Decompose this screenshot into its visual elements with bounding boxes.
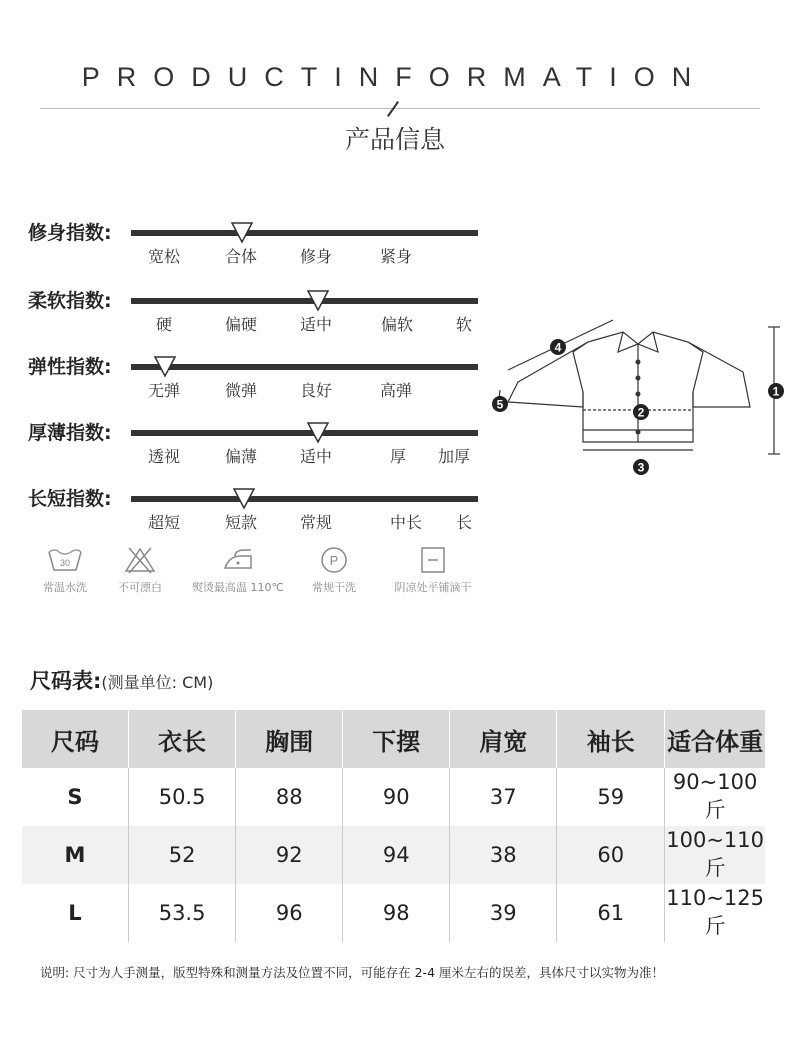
header-slash <box>387 101 399 117</box>
index-bar <box>131 496 478 502</box>
index-bar <box>131 298 478 304</box>
size-chart-title <box>30 665 213 695</box>
index-label: 柔软指数: <box>28 290 112 312</box>
size-table-header: 肩宽 <box>450 710 557 768</box>
size-table-header: 下摆 <box>343 710 450 768</box>
svg-text:P: P <box>329 553 339 568</box>
index-row-thickness <box>28 418 488 478</box>
table-cell: M <box>22 826 128 884</box>
care-iron <box>183 545 293 595</box>
table-cell: 98 <box>343 884 450 942</box>
index-option: 合体 <box>225 247 258 266</box>
index-option: 加厚 <box>438 447 471 466</box>
table-cell: 60 <box>557 826 665 884</box>
size-table <box>22 710 765 942</box>
index-option: 软 <box>456 315 473 334</box>
index-row-elasticity <box>28 352 488 412</box>
table-cell: 52 <box>128 826 235 884</box>
table-cell: 53.5 <box>128 884 235 942</box>
table-cell: 94 <box>343 826 450 884</box>
size-chart-unit: (测量单位: CM) <box>101 673 214 692</box>
table-cell: 59 <box>557 768 665 826</box>
index-option: 中长 <box>390 513 423 532</box>
index-label: 弹性指数: <box>28 356 112 378</box>
care-label: 不可漂白 <box>118 581 162 594</box>
index-row-length <box>28 484 488 544</box>
index-option: 长 <box>456 513 473 532</box>
index-option: 宽松 <box>148 247 181 266</box>
index-bar <box>131 364 478 370</box>
care-label: 阴凉处平铺滴干 <box>394 581 472 594</box>
marker-1-label: 1 <box>772 384 780 399</box>
table-cell: 110~125斤 <box>666 886 764 938</box>
size-table-header: 衣长 <box>128 710 235 768</box>
section-title-en: PRODUCTINFORMATION <box>81 62 709 92</box>
table-cell: 90 <box>343 768 450 826</box>
index-row-fit <box>28 218 488 278</box>
size-table-header: 尺码 <box>22 710 128 768</box>
table-cell: 96 <box>236 884 343 942</box>
index-label: 长短指数: <box>28 488 112 510</box>
care-dry-clean <box>279 545 389 595</box>
index-option: 透视 <box>148 447 181 466</box>
size-chart-heading: 尺码表: <box>30 669 102 693</box>
index-option: 短款 <box>225 513 258 532</box>
size-table-header: 适合体重 <box>665 710 765 768</box>
table-cell: 88 <box>236 768 343 826</box>
index-row-softness <box>28 286 488 346</box>
table-cell: S <box>22 768 128 826</box>
care-label: 常规干洗 <box>312 581 356 594</box>
index-option: 厚 <box>390 447 407 466</box>
index-option: 紧身 <box>380 247 413 266</box>
section-title-cn: 产品信息 <box>344 125 445 154</box>
table-cell: 50.5 <box>128 768 235 826</box>
table-cell: 37 <box>450 768 557 826</box>
measurement-note: 说明: 尺寸为人手测量，版型特殊和测量方法及位置不同，可能存在 2-4 厘米左右的误差，具体尺寸以实物为准！ <box>40 965 665 980</box>
index-option: 适中 <box>300 315 333 334</box>
index-label: 厚薄指数: <box>28 422 112 444</box>
marker-2-label: 2 <box>637 405 645 420</box>
flat-dry-icon <box>378 545 488 575</box>
index-option: 无弹 <box>148 381 181 400</box>
table-cell: 39 <box>450 884 557 942</box>
index-option: 高弹 <box>380 381 413 400</box>
garment-diagram <box>488 312 788 482</box>
table-cell: 92 <box>236 826 343 884</box>
marker-3-label: 3 <box>637 460 645 475</box>
index-option: 常规 <box>300 513 333 532</box>
care-label: 常温水洗 <box>43 581 87 594</box>
iron-icon <box>183 545 293 575</box>
table-cell: 90~100斤 <box>672 770 758 822</box>
size-table-header: 袖长 <box>557 710 665 768</box>
care-bleach <box>85 545 195 595</box>
table-cell: L <box>22 884 128 942</box>
table-row <box>22 768 765 826</box>
header-divider <box>40 108 760 109</box>
size-table-header: 胸围 <box>236 710 343 768</box>
size-table-header-row <box>22 710 765 768</box>
care-flat-dry <box>378 545 488 595</box>
index-option: 微弹 <box>225 381 258 400</box>
dry-clean-icon <box>279 545 389 575</box>
care-label: 熨烫最高温 110℃ <box>192 581 284 594</box>
index-bar <box>131 430 478 436</box>
table-row <box>22 884 765 942</box>
index-option: 偏硬 <box>225 315 258 334</box>
table-row <box>22 826 765 884</box>
marker-4-label: 4 <box>554 340 562 355</box>
index-option: 修身 <box>300 247 333 266</box>
index-option: 硬 <box>156 315 173 334</box>
index-bar <box>131 230 478 236</box>
marker-5-label: 5 <box>496 397 504 412</box>
table-cell: 38 <box>450 826 557 884</box>
table-cell: 100~110斤 <box>665 826 765 884</box>
svg-text:30: 30 <box>59 558 71 568</box>
index-option: 偏薄 <box>225 447 258 466</box>
index-label: 修身指数: <box>28 222 112 244</box>
no-bleach-icon <box>85 545 195 575</box>
index-option: 超短 <box>148 513 181 532</box>
index-option: 良好 <box>300 381 333 400</box>
index-option: 适中 <box>300 447 333 466</box>
index-option: 偏软 <box>381 315 414 334</box>
table-cell: 61 <box>557 884 665 942</box>
